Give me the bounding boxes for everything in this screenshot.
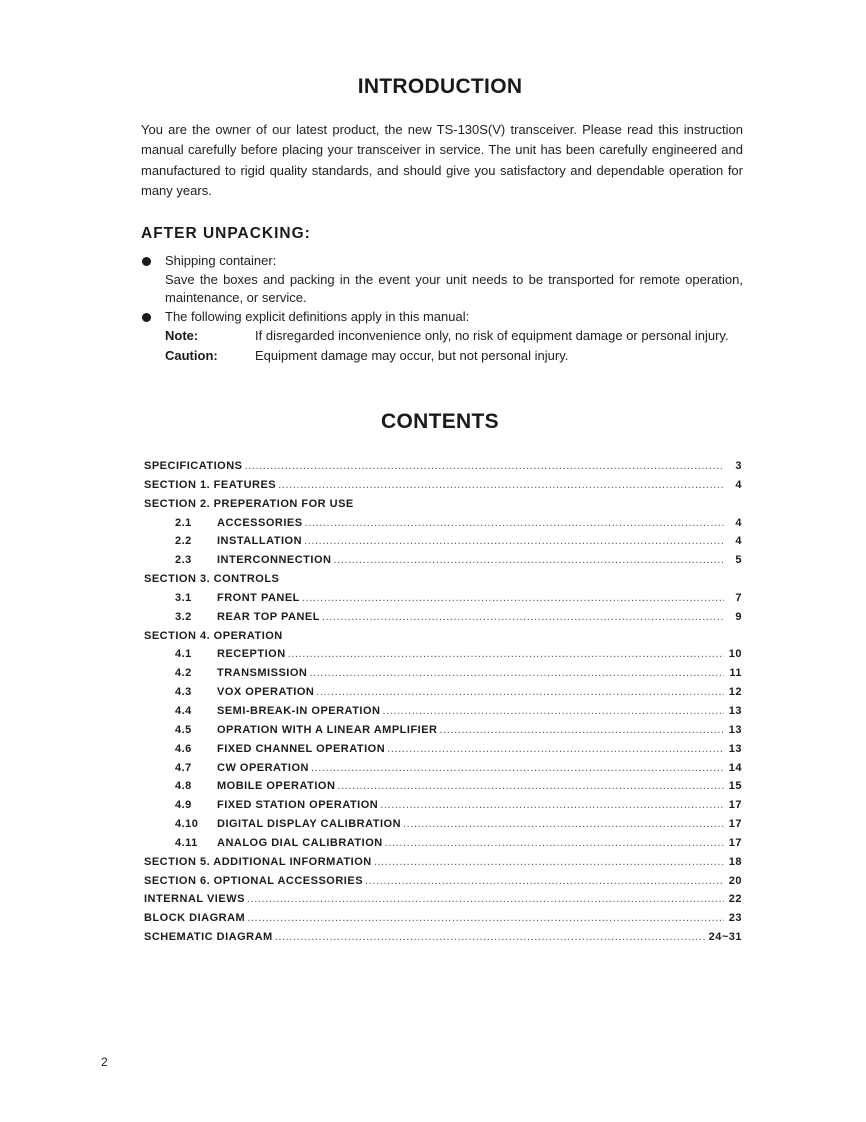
definition-text: Equipment damage may occur, but not personal injury. — [255, 347, 569, 363]
toc-entry-title: SEMI-BREAK-IN OPERATION — [217, 704, 381, 717]
toc-entry-page: 22 — [728, 893, 742, 906]
toc-entry — [144, 834, 742, 853]
toc-entry-title: REAR TOP PANEL — [217, 610, 320, 623]
toc-entry — [144, 495, 742, 514]
toc-entry-page: 4 — [735, 535, 742, 548]
toc-entry-title: INTERNAL VIEWS — [144, 893, 245, 906]
toc-entry-number: 3.1 — [175, 591, 192, 604]
toc-dot-leader — [316, 683, 724, 702]
toc-entry-number: 2.3 — [175, 554, 192, 567]
toc-entry-number: 4.6 — [175, 742, 192, 755]
bullet-dot-icon — [142, 257, 151, 266]
toc-entry-title: FRONT PANEL — [217, 591, 300, 604]
toc-entry-number: 2.1 — [175, 516, 192, 529]
toc-entry-page: 17 — [728, 836, 742, 849]
toc-dot-leader — [333, 551, 724, 570]
toc-entry-title: ACCESSORIES — [217, 516, 303, 529]
toc-entry-page: 14 — [728, 761, 742, 774]
toc-dot-leader — [311, 759, 724, 778]
toc-dot-leader — [275, 928, 705, 947]
toc-entry-page: 15 — [728, 780, 742, 793]
toc-entry — [144, 476, 742, 495]
toc-dot-leader — [322, 608, 724, 627]
contents-heading: CONTENTS — [381, 410, 499, 433]
definition-text: If disregarded inconvenience only, no risk of equipment damage or personal injury. — [255, 328, 729, 343]
definition-caution — [165, 347, 743, 366]
toc-entry-page: 17 — [728, 799, 742, 812]
toc-entry-title: SECTION 4. OPERATION — [144, 629, 283, 642]
toc-dot-leader — [309, 664, 724, 683]
toc-entry-page: 3 — [735, 460, 742, 472]
bullet-title: Shipping container: — [165, 253, 277, 268]
toc-entry-number: 4.8 — [175, 780, 192, 793]
toc-entry-title: SECTION 6. OPTIONAL ACCESSORIES — [144, 874, 364, 887]
toc-dot-leader — [365, 872, 724, 891]
toc-entry-title: SECTION 3. CONTROLS — [144, 573, 280, 586]
toc-entry — [144, 683, 742, 702]
toc-entry-title: CW OPERATION — [217, 761, 309, 774]
bullet-dot-icon — [142, 313, 151, 322]
toc-dot-leader — [247, 890, 724, 909]
toc-entry — [144, 796, 742, 815]
toc-entry-title: OPRATION WITH A LINEAR AMPLIFIER — [217, 723, 438, 736]
toc-entry-title: BLOCK DIAGRAM — [144, 912, 246, 925]
toc-entry-title: RECEPTION — [217, 648, 286, 661]
toc-entry — [144, 664, 742, 683]
toc-entry-title: SCHEMATIC DIAGRAM — [144, 931, 273, 944]
toc-dot-leader — [382, 702, 724, 721]
toc-entry-number: 3.2 — [175, 610, 192, 623]
toc-entry — [144, 645, 742, 664]
toc-entry-title: FIXED STATION OPERATION — [217, 799, 379, 812]
toc-dot-leader — [387, 740, 724, 759]
after-unpacking-heading: AFTER UNPACKING: — [141, 225, 311, 242]
toc-entry-page: 13 — [728, 704, 742, 717]
toc-entry — [144, 589, 742, 608]
toc-entry-title: INSTALLATION — [217, 535, 303, 548]
toc-entry-number: 4.11 — [175, 836, 198, 849]
toc-dot-leader — [288, 645, 724, 664]
definition-note — [165, 327, 743, 346]
toc-entry-page: 10 — [728, 648, 742, 661]
toc-entry-title: MOBILE OPERATION — [217, 780, 336, 793]
toc-entry — [144, 928, 742, 947]
toc-dot-leader — [244, 457, 724, 476]
toc-dot-leader — [385, 834, 724, 853]
toc-entry-number: 4.3 — [175, 686, 192, 699]
toc-entry — [144, 627, 742, 646]
toc-entry-page: 5 — [735, 554, 742, 567]
toc-dot-leader — [247, 909, 724, 928]
toc-entry — [144, 777, 742, 796]
toc-entry — [144, 740, 742, 759]
toc-entry — [144, 909, 742, 928]
toc-entry — [144, 872, 742, 891]
toc-entry-page: 20 — [728, 874, 742, 887]
toc-entry — [144, 759, 742, 778]
toc-entry-number: 4.7 — [175, 761, 192, 774]
toc-entry-title: SECTION 2. PREPERATION FOR USE — [144, 497, 354, 510]
toc-entry — [144, 457, 742, 476]
toc-entry-page: 9 — [735, 610, 742, 623]
toc-entry-page: 12 — [728, 686, 742, 699]
definition-term: Note: — [165, 328, 199, 343]
toc-entry-page: 13 — [728, 742, 742, 755]
toc-dot-leader — [302, 589, 724, 608]
toc-entry — [144, 853, 742, 872]
toc-entry-number: 4.2 — [175, 667, 192, 680]
toc-entry-number: 4.4 — [175, 704, 192, 717]
toc-entry-title: DIGITAL DISPLAY CALIBRATION — [217, 818, 402, 831]
toc-entry — [144, 532, 742, 551]
toc-entry-page: 11 — [729, 667, 742, 680]
toc-entry-page: 24~31 — [708, 931, 742, 944]
toc-entry — [144, 721, 742, 740]
toc-entry-page: 4 — [735, 478, 742, 491]
toc-entry-number: 4.5 — [175, 723, 192, 736]
toc-dot-leader — [304, 532, 724, 551]
toc-entry-number: 4.9 — [175, 799, 192, 812]
toc-entry-number: 2.2 — [175, 535, 192, 548]
bullet-title: The following explicit definitions apply in this manual: — [165, 308, 470, 324]
page-number: 2 — [101, 1055, 108, 1069]
unpacking-bullet-list — [141, 252, 743, 365]
table-of-contents — [144, 457, 742, 947]
toc-dot-leader — [374, 853, 724, 872]
toc-entry — [144, 514, 742, 533]
toc-dot-leader — [380, 796, 724, 815]
toc-entry-page: 17 — [728, 818, 742, 831]
toc-entry-page: 4 — [735, 516, 742, 529]
toc-entry-title: SECTION 5. ADDITIONAL INFORMATION — [144, 855, 372, 868]
toc-dot-leader — [403, 815, 724, 834]
toc-entry — [144, 608, 742, 627]
toc-entry-number: 4.10 — [175, 818, 199, 831]
toc-entry-page: 18 — [728, 855, 742, 868]
bullet-text: Save the boxes and packing in the event your unit needs to be transported for remote operation, maintenance, or service. — [165, 271, 743, 305]
toc-entry-number: 4.1 — [175, 648, 192, 661]
toc-entry-title: SECTION 1. FEATURES — [144, 478, 277, 491]
toc-entry — [144, 551, 742, 570]
definition-term: Caution: — [165, 347, 218, 363]
toc-dot-leader — [278, 476, 724, 495]
toc-dot-leader — [305, 514, 724, 533]
toc-dot-leader — [440, 721, 724, 740]
introduction-heading: INTRODUCTION — [357, 75, 523, 98]
bullet-shipping-container — [141, 252, 743, 308]
toc-entry — [144, 890, 742, 909]
toc-entry-title: INTERCONNECTION — [217, 554, 332, 567]
bullet-definitions — [141, 308, 743, 366]
definitions-list — [165, 327, 743, 365]
toc-entry — [144, 570, 742, 589]
toc-entry-title: VOX OPERATION — [217, 686, 315, 699]
toc-entry-page: 23 — [728, 912, 742, 925]
toc-entry-title: TRANSMISSION — [217, 667, 308, 680]
toc-dot-leader — [337, 777, 724, 796]
toc-entry — [144, 815, 742, 834]
introduction-paragraph: You are the owner of our latest product, the new TS-130S(V) transceiver. Please read this instruction manual carefully before placing your transceiver in service. The unit has been carefully engineered and manufactured to rigid quality standards, and should give you satisfactory and dependable operation for many years. — [141, 122, 743, 198]
toc-entry-title: SPECIFICATIONS — [144, 460, 243, 472]
toc-entry-title: FIXED CHANNEL OPERATION — [217, 742, 386, 755]
toc-entry-page: 7 — [735, 591, 742, 604]
toc-entry-page: 13 — [728, 723, 742, 736]
toc-entry — [144, 702, 742, 721]
toc-entry-title: ANALOG DIAL CALIBRATION — [217, 836, 383, 849]
